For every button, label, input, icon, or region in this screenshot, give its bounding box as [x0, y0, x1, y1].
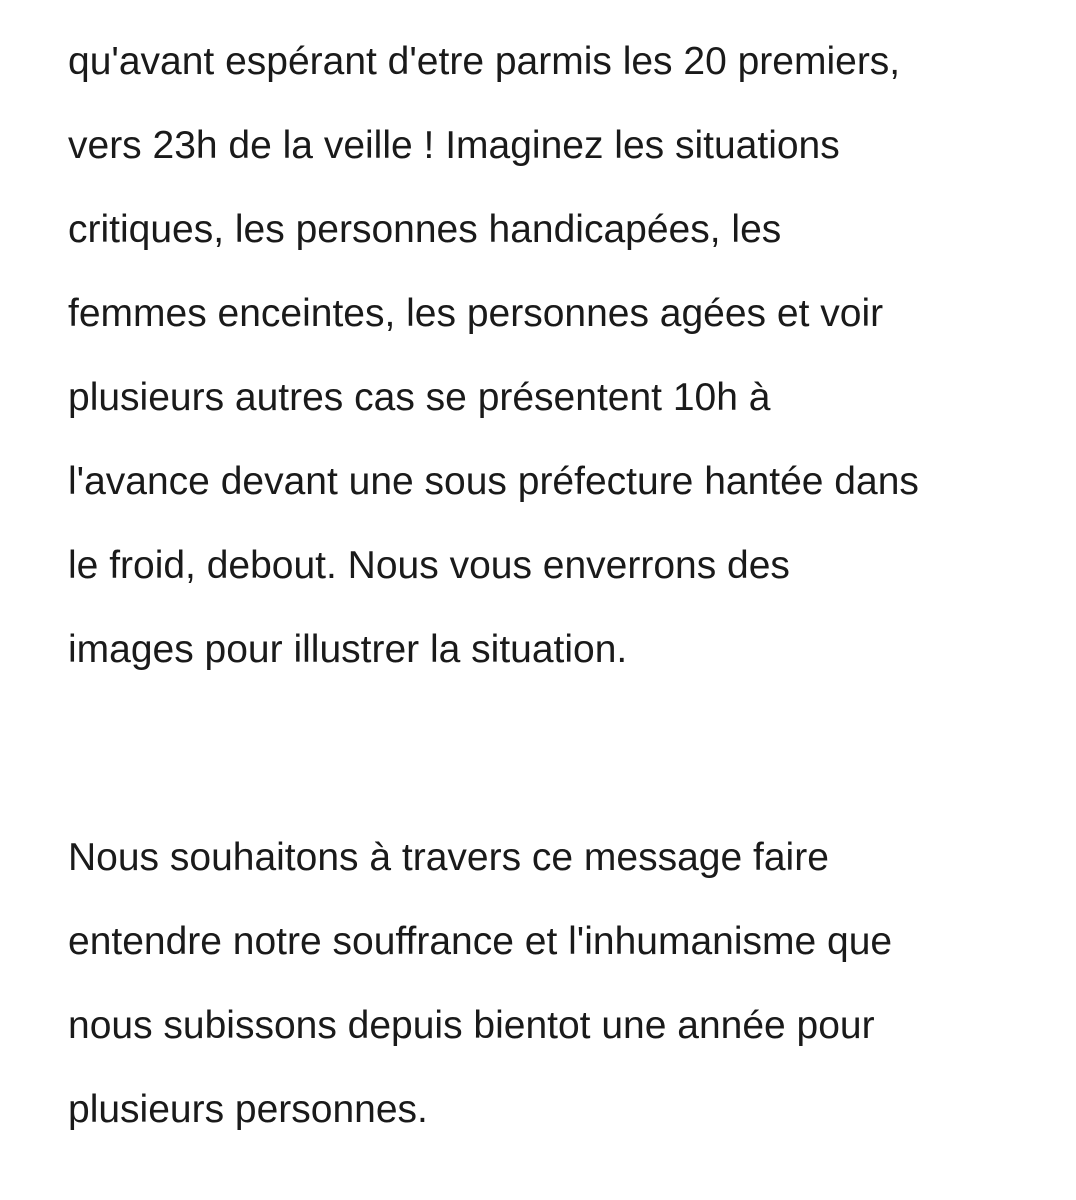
- text-line: plusieurs autres cas se présentent 10h à: [68, 376, 771, 419]
- text-line: Nous souhaitons à travers ce message faire: [68, 836, 829, 879]
- text-line: plusieurs personnes.: [68, 1088, 428, 1131]
- paragraph-message-purpose: [68, 816, 1028, 1152]
- text-line: vers 23h de la veille ! Imaginez les situations: [68, 124, 840, 167]
- text-line: qu'avant espérant d'etre parmis les 20 premiers,: [68, 40, 901, 83]
- text-line: le froid, debout. Nous vous enverrons des: [68, 544, 790, 587]
- paragraph-situation: [68, 20, 1028, 692]
- text-line: images pour illustrer la situation.: [68, 628, 628, 671]
- text-line: femmes enceintes, les personnes agées et voir: [68, 292, 884, 335]
- text-line: critiques, les personnes handicapées, les: [68, 208, 782, 251]
- cropped-top-text-fragment: [68, 0, 968, 8]
- text-line: nous subissons depuis bientot une année pour: [68, 1004, 875, 1047]
- text-line: entendre notre souffrance et l'inhumanisme que: [68, 920, 893, 963]
- text-line: l'avance devant une sous préfecture hantée dans: [68, 460, 919, 503]
